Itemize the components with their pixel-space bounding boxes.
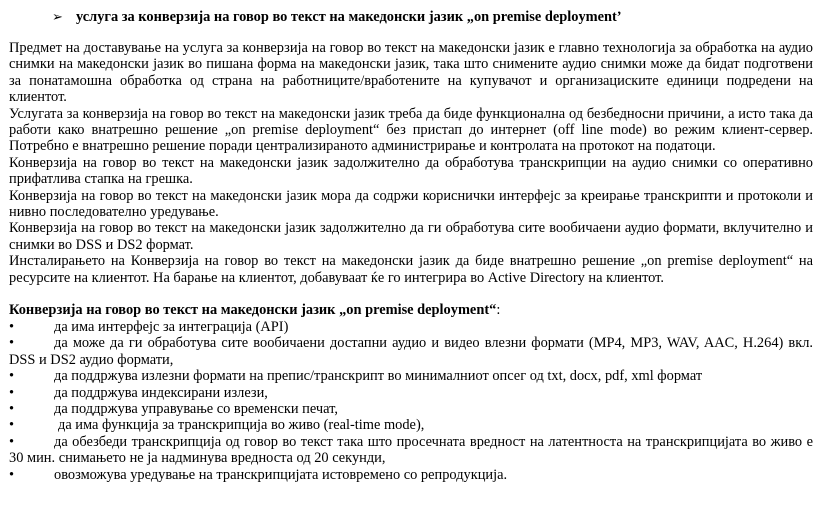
section-heading-text: услуга за конверзија на говор во текст на македонски јазик „on premise deployment’ — [76, 9, 622, 25]
list-item — [9, 335, 813, 368]
list-item-text: да обезбеди транскрипција од говор во текст така што просечната вредност на латентноста на транскрипцијата во живо е 30 мин. снимањето не ја надминува вредноста од 20 секунди, — [9, 433, 813, 467]
bullet-icon: • — [9, 335, 15, 352]
bullet-icon: • — [9, 400, 15, 417]
bullet-icon: • — [9, 318, 15, 335]
requirements-heading-text: Конверзија на говор во текст на македонски јазик „on premise deployment“ — [9, 302, 497, 319]
paragraph-installation: Инсталирањето на Конверзија на говор во текст на македонски јазик да биде внатрешно решение „on premise deployment“ на ресурсите на клиентот. На барање на клиентот, добавуваат ќе го интегрира во Active Directory на клиентот. — [9, 253, 813, 286]
list-item-text: да поддржува индексирани излези, — [54, 384, 268, 401]
list-item — [9, 385, 813, 401]
list-item-text: да поддржува управување со временски печат, — [54, 400, 338, 417]
paragraph-error-rate: Конверзија на говор во текст на македонски јазик задолжително да обработува транскрипции на аудио снимки со оперативно прифатлива стапка на грешка. — [9, 154, 813, 188]
requirements-heading-colon: : — [496, 302, 501, 319]
bullet-icon: • — [9, 417, 15, 434]
bullet-icon: • — [9, 433, 15, 450]
section-heading — [52, 8, 622, 26]
paragraph-audio-formats: Конверзија на говор во текст на македонски јазик задолжително да ги обработува сите вообичаени аудио формати, вклучително и снимки во DSS и DS2 формат. — [9, 220, 813, 253]
list-item-text: да може да ги обработува сите вообичаени достапни аудио и видео влезни формати (MP4, MP3, WAV, AAC, H.264) вкл. DSS и DS2 аудио формати, — [9, 335, 813, 368]
list-item — [9, 467, 813, 483]
document-body — [9, 40, 813, 483]
list-item — [9, 368, 813, 384]
bullet-icon: • — [9, 466, 15, 483]
paragraph-user-interface: Конверзија на говор во текст на македонски јазик мора да содржи кориснички интерфејс за креирање транскрипти и протоколи и нивно последователно уредување. — [9, 187, 813, 221]
bullet-icon: • — [9, 368, 15, 385]
paragraph-security: Услугата за конверзија на говор во текст на македонски јазик треба да биде функционална од безбедносни причини, а исто така да работи како внатрешно решение „on premise deployment“ без пристап до интернет (off line mode) во режим клиент-сервер. Потребно е внатрешно решение поради централизираното администрирање и контролата на протокот на податоци. — [9, 105, 813, 155]
requirements-heading — [9, 302, 813, 318]
list-item-text: овозможува уредување на транскрипцијата истовремено со репродукција. — [54, 466, 508, 483]
list-item — [9, 434, 813, 467]
paragraph-subject: Предмет на доставување на услуга за конверзија на говор во текст на македонски јазик е главно технологија за обработка на аудио снимки на македонски јазик во пишана форма на македонски јазик, така што снимените аудио снимки може да бидат подготвени за понатамошна обработка од страна на работниците/вработените на купувачот и организациските единици подредени на клиентот. — [9, 40, 813, 106]
list-item-text: да поддржува излезни формати на препис/транскрипт во минималниот опсег од txt, docx, pdf, xml формат — [54, 368, 703, 385]
list-item — [9, 417, 813, 433]
list-item-text: да има функција за транскрипција во живо (real-time mode), — [58, 417, 425, 434]
bullet-icon: • — [9, 384, 15, 401]
blank-line — [9, 286, 813, 302]
list-item — [9, 319, 813, 335]
list-item — [9, 401, 813, 417]
arrow-bullet-icon: ➢ — [52, 9, 63, 24]
list-item-text: да има интерфејс за интеграција (API) — [54, 318, 289, 335]
